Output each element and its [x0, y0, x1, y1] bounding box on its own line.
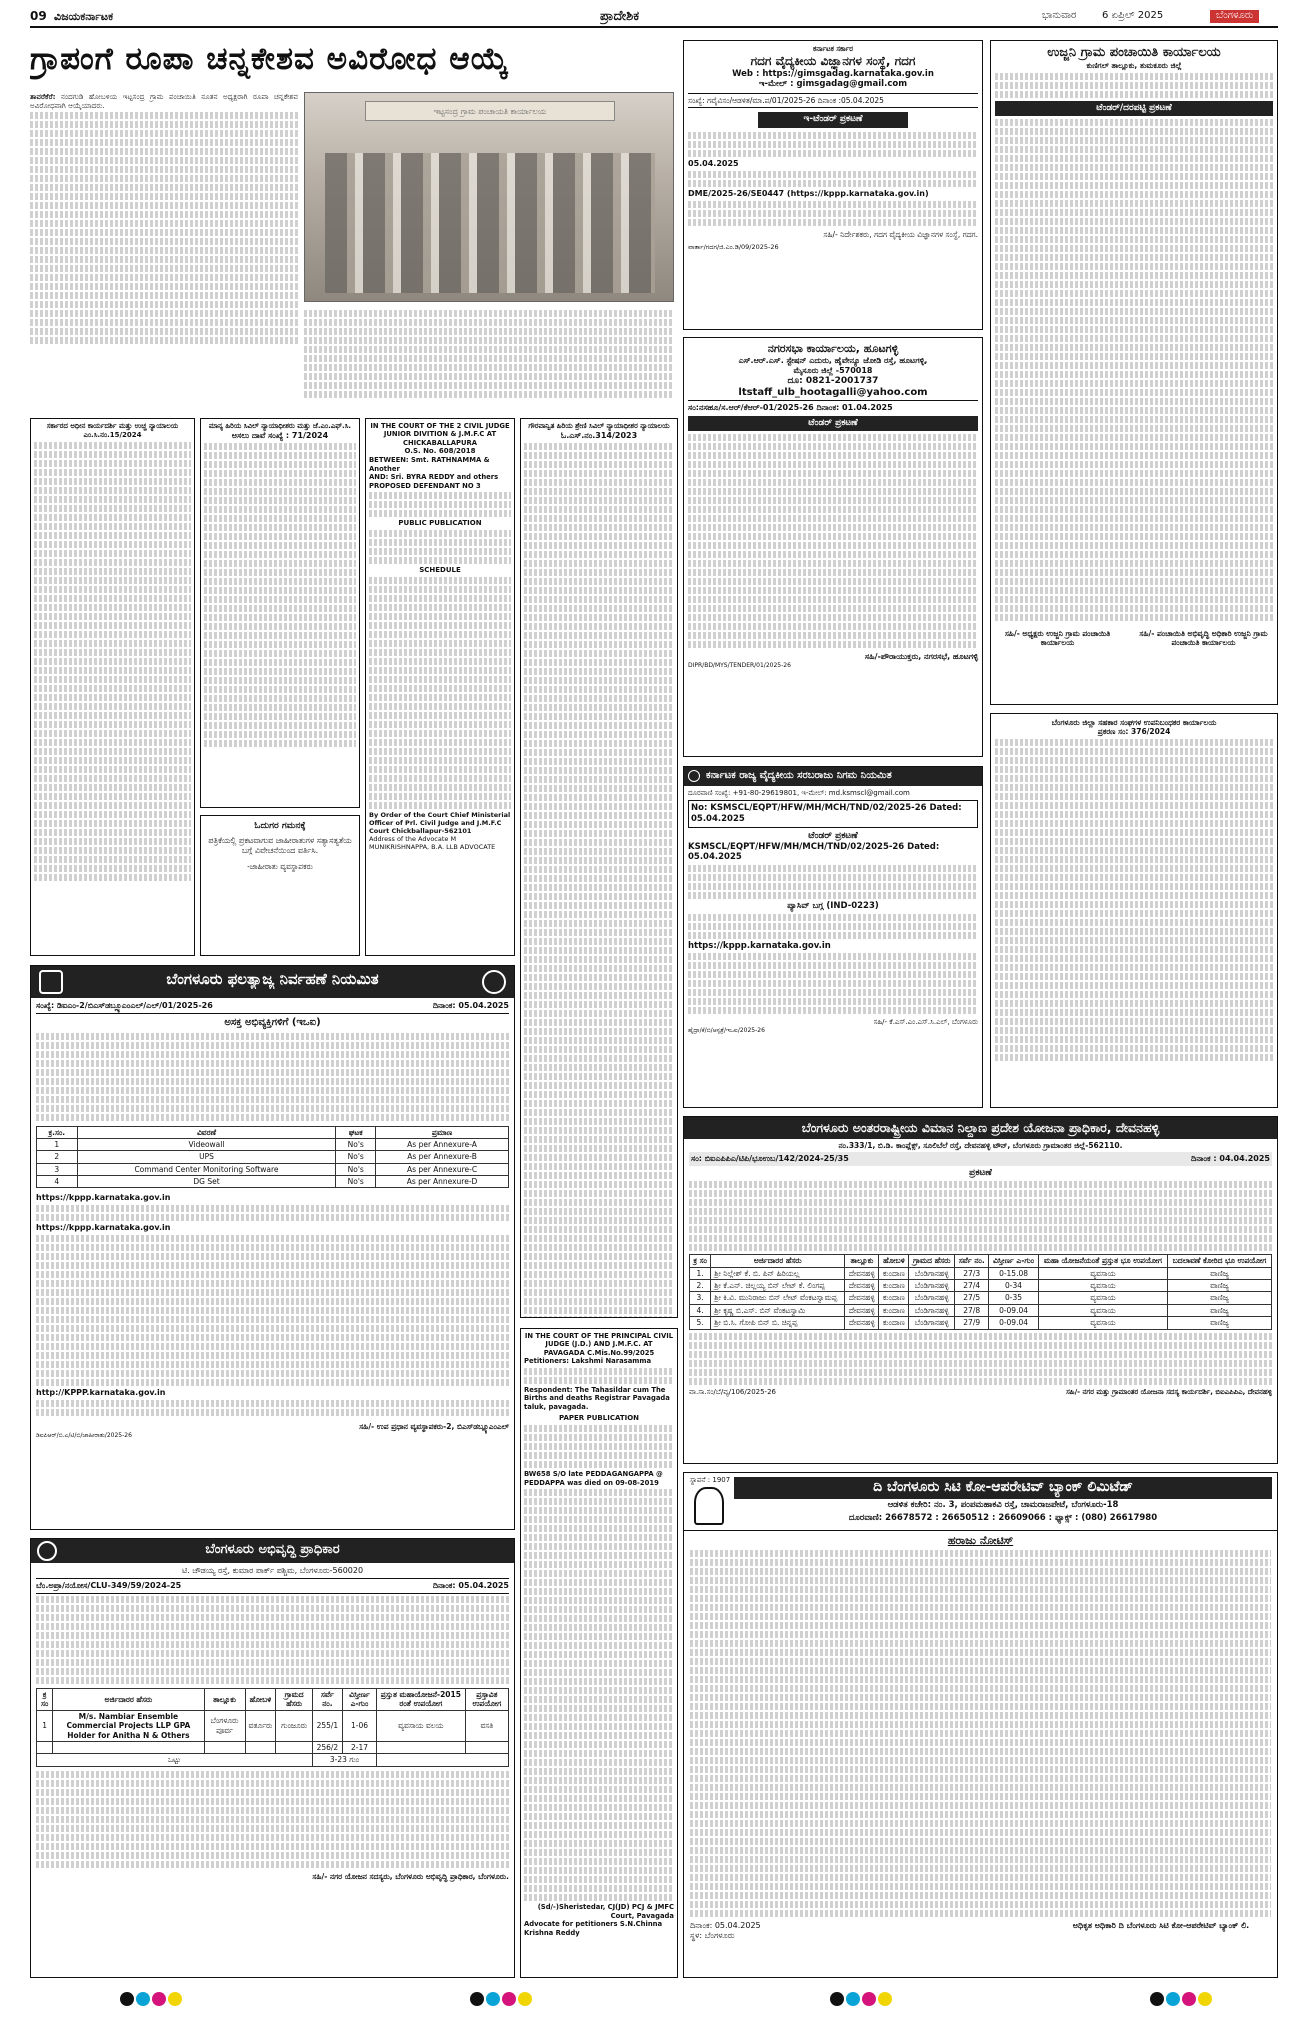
reg-black-icon: [1150, 1992, 1164, 2006]
bswml-th: ಕ್ರ.ಸಂ.: [37, 1126, 78, 1138]
bda-th: ಪ್ರಸ್ತಾವಿತ ಉಪಯೋಗ: [465, 1689, 508, 1711]
chk-heading: PUBLIC PUBLICATION: [398, 519, 482, 528]
reg-yellow-icon: [1198, 1992, 1212, 2006]
cell: No's: [336, 1176, 376, 1188]
coop-bank-since: ಸ್ಥಾಪನೆ : 1907: [690, 1476, 731, 1484]
bda-notice: [30, 1538, 515, 1978]
cell: 0-09.04: [989, 1304, 1039, 1316]
gims-line1: ಕರ್ನಾಟಕ ಸರ್ಕಾರ: [813, 45, 853, 53]
ujjani-tender-ad: [990, 40, 1278, 705]
hootagalli-bar: ಟೆಂಡರ್ ಪ್ರಕಟಣೆ: [688, 416, 978, 431]
reg-yellow-icon: [878, 1992, 892, 2006]
bswml-th: ಪ್ರಮಾಣ: [376, 1126, 509, 1138]
cell: 255/1: [312, 1710, 342, 1741]
cell: ಬೆಂಡಿಗಾನಹಳ್ಳಿ: [909, 1292, 955, 1304]
bank-logo-icon: [694, 1487, 724, 1525]
notice-os-case: ಓ.ಎಸ್.ನಂ.314/2023: [560, 430, 638, 440]
chk-between: BETWEEN: Smt. RATHNAMMA & Another: [369, 456, 490, 473]
cell: Command Center Monitoring Software: [77, 1163, 336, 1175]
biappa-th: ಬದಲಾವಣೆ ಕೋರಿದ ಭೂ ಉಪಯೋಗ: [1168, 1255, 1272, 1267]
reg-cyan-icon: [136, 1992, 150, 2006]
gims-sign: ಸಹಿ/- ನಿರ್ದೇಶಕರು, ಗದಗ ವೈದ್ಯಕೀಯ ವಿಜ್ಞಾನಗಳ ಸಂಸ್ಥೆ, ಗದಗ.: [823, 229, 978, 239]
cell: ಶ್ರೀ ಬಿ.ಸಿ. ಗೋಪಿ ಬಿನ್ ಬಿ. ಚಿನ್ನಪ್ಪ: [711, 1317, 845, 1329]
bda-th: ತಾಲ್ಲೂಕು: [204, 1689, 245, 1711]
ksmscl-phone: ದೂರವಾಣಿ ಸಂಖ್ಯೆ: +91-80-29619801, ಇ-ಮೇಲ್: md.ksmscl@gmail.com: [688, 788, 910, 797]
cell: 0-09.04: [989, 1317, 1039, 1329]
cell: ವಾಣಿಜ್ಯ: [1168, 1267, 1272, 1279]
gims-tender-ad: [683, 40, 983, 330]
cell: [245, 1741, 276, 1753]
table-row: [37, 1151, 509, 1163]
cell: ಶ್ರೀ ಕೃಷ್ಣ ಬಿ.ಎಸ್. ಬಿನ್ ವೆಂಕಟಸ್ವಾಮಿ: [711, 1304, 845, 1316]
pav-advocate: Advocate for petitioners S.N.Chinna Krishna Reddy: [524, 1920, 663, 1937]
readers-line1: ಓದುಗರ ಗಮನಕ್ಕೆ: [254, 821, 306, 831]
lead-dateline: ತಾವರೆಕೆರೆ:: [30, 92, 56, 101]
coop-bank-phone: ದೂರವಾಣಿ: 26678572 : 26650512 : 26609066 : ಫ್ಯಾಕ್ಸ್ : (080) 26617980: [848, 1513, 1158, 1523]
cell: 1.: [690, 1267, 711, 1279]
coop-bank-sign: ಅಧಿಕೃತ ಅಧಿಕಾರಿ ದಿ ಬೆಂಗಳೂರು ಸಿಟಿ ಕೋ-ಆಪರೇಟಿವ್ ಬ್ಯಾಂಕ್ ಲಿ.: [1072, 1920, 1250, 1930]
bda-ref-row: [36, 1578, 509, 1594]
header-edition: ಬೆಂಗಳೂರು: [1210, 10, 1259, 23]
biappa-date: ದಿನಾಂಕ : 04.04.2025: [1191, 1154, 1270, 1163]
biappa-th: ಹೋಬಳಿ: [879, 1255, 909, 1267]
chk-advocate: Address of the Advocate M MUNIKRISHNAPPA, B.A. LLB ADVOCATE: [369, 835, 496, 852]
cell: 5.: [690, 1317, 711, 1329]
hootagalli-sign: ಸಹಿ/-ಪೌರಾಯುಕ್ತರು, ನಗರಸಭೆ, ಹೂಟಗಳ್ಳಿ: [864, 651, 978, 661]
biappa-th: ಅರ್ಜಿದಾರರ ಹೆಸರು: [711, 1255, 845, 1267]
biappa-notice: [683, 1116, 1278, 1464]
biappa-th: ಸರ್ವೆ ನಂ.: [955, 1255, 989, 1267]
hootagalli-code: DIPR/BD/MYS/TENDER/01/2025-26: [688, 661, 791, 669]
table-row: [690, 1267, 1272, 1279]
bswml-eoi-ad: [30, 965, 515, 1530]
chk-schedule: SCHEDULE: [419, 565, 461, 574]
pav-title: IN THE COURT OF THE PRINCIPAL CIVIL JUDGE (J.D.) AND J.M.F.C. AT PAVAGADA C.Mis.No.99/2025: [524, 1332, 674, 1357]
cell: ವ್ಯವಸಾಯ: [1038, 1267, 1167, 1279]
cell: As per Annexure-B: [376, 1151, 509, 1163]
gims-title: ಗದಗ ವೈದ್ಯಕೀಯ ವಿಜ್ಞಾನಗಳ ಸಂಸ್ಥೆ, ಗದಗ: [750, 53, 916, 68]
bswml-th: ವಿವರಣೆ: [77, 1126, 336, 1138]
cell: ಕುಂದಾಣ: [879, 1304, 909, 1316]
cell: 256/2: [312, 1741, 342, 1753]
cell: Videowall: [77, 1138, 336, 1150]
ksmscl-emblem-icon: [688, 770, 700, 782]
gims-ref: ಸಂಖ್ಯೆ: ಗವೈವಿಸಂ/ಆಡಳಿತ/ಮಾ.ಪ/01/2025-26 ದಿನಾಂಕ :05.04.2025: [688, 93, 978, 108]
ujjani-signatures: [995, 629, 1273, 648]
cell: [377, 1741, 466, 1753]
coop-bank-title: ದಿ ಬೆಂಗಳೂರು ಸಿಟಿ ಕೋ-ಆಪರೇಟಿವ್ ಬ್ಯಾಂಕ್ ಲಿಮಿಟೆಡ್: [734, 1477, 1272, 1499]
cell: ಬೆಂಡಿಗಾನಹಳ್ಳಿ: [909, 1304, 955, 1316]
ujjani-bar: ಟೆಂಡರ್/ದರಪಟ್ಟಿ ಪ್ರಕಟಣೆ: [995, 101, 1273, 116]
bda-th: ಹೋಬಳಿ: [245, 1689, 276, 1711]
chk-order: By Order of the Court Chief Ministerial Officer of Prl. Civil Judge and J.M.F.C Court Chickballapur-562101: [369, 810, 511, 835]
bswml-url3[interactable]: http://KPPP.karnataka.gov.in: [36, 1388, 166, 1398]
biappa-ref-row: [689, 1152, 1272, 1166]
cell: [37, 1741, 53, 1753]
bda-address: ಟಿ. ಚೌಡಯ್ಯ ರಸ್ತೆ, ಕುಮಾರ ಪಾರ್ಕ್ ಪಶ್ಚಿಮ, ಬೆಂಗಳೂರು-560020: [181, 1566, 364, 1575]
coop-bank-address: ಆಡಳಿತ ಕಚೇರಿ: ನಂ. 3, ಪಂಪಮಹಾಕವಿ ರಸ್ತೆ, ಚಾಮರಾಜಪೇಟೆ, ಬೆಂಗಳೂರು-18: [887, 1500, 1119, 1510]
ujjani-sign: ಸಹಿ/- ಅಧ್ಯಕ್ಷರು ಉಜ್ಜನಿ ಗ್ರಾಮ ಪಂಚಾಯಿತಿ ಕಾರ್ಯಾಲಯ: [1004, 628, 1111, 648]
bda-sign: ಸಹಿ/- ನಗರ ಯೋಜನ ಸದಸ್ಯರು, ಬೆಂಗಳೂರು ಅಭಿವೃದ್ಧಿ ಪ್ರಾಧಿಕಾರ, ಬೆಂಗಳೂರು.: [312, 1871, 509, 1881]
ksr-heading: ಬೆಂಗಳೂರು ಜಿಲ್ಲಾ ಸಹಕಾರ ಸಂಘಗಳ ಉಪನಿಬಂಧಕರ ಕಾರ್ಯಾಲಯ: [1051, 718, 1217, 727]
biappa-sub: ಪ್ರಕಟಣೆ: [969, 1168, 992, 1178]
biappa-footer: [689, 1388, 1272, 1397]
cell: ಬೆಂಡಿಗಾನಹಳ್ಳಿ: [909, 1267, 955, 1279]
bswml-url2[interactable]: https://kppp.karnataka.gov.in: [36, 1223, 171, 1233]
cell: 4: [37, 1176, 78, 1188]
cell: [465, 1741, 508, 1753]
cell: ವ್ಯವಸಾಯ: [1038, 1292, 1167, 1304]
cell: ವರ್ತೂರು: [245, 1710, 276, 1741]
coop-bank-auction: ಹರಾಜು ನೋಟಿಸ್: [947, 1534, 1014, 1547]
cell: ದೇವನಹಳ್ಳಿ: [845, 1280, 879, 1292]
table-row: [37, 1741, 509, 1753]
cell: No's: [336, 1151, 376, 1163]
cell: ಕುಂದಾಣ: [879, 1292, 909, 1304]
gims-web: Web : https://gimsgadag.karnataka.gov.in: [732, 68, 934, 79]
lead-body-col1: [30, 92, 298, 408]
pav-registration: BW658 S/O late PEDDAGANGAPPA @ PEDDAPPA was died on 09-08-2019: [524, 1470, 663, 1487]
table-row: [37, 1138, 509, 1150]
gims-tender-ref: DME/2025-26/SE0447 (https://kppp.karnataka.gov.in): [688, 188, 929, 198]
ksmscl-ref2: KSMSCL/EQPT/HFW/MH/MCH/TND/02/2025-26 Dated: 05.04.2025: [688, 841, 940, 863]
bswml-table-header: [37, 1126, 509, 1138]
photo-people-icon: [325, 153, 655, 293]
reg-yellow-icon: [518, 1992, 532, 2006]
notice-civil-case: ಅಸಲು ದಾವೆ ಸಂಖ್ಯೆ : 71/2024: [231, 430, 329, 440]
cell: ಶ್ರೀ ಕೆ.ಎನ್. ಚಿಲ್ಲಯ್ಯ ಬಿನ್ ಲೇಟ್ ಕೆ. ಲಿಂಗಪ್ಪ: [711, 1280, 845, 1292]
biappa-th: ವಿಸ್ತೀರ್ಣ ಎ-ಗುಂ: [989, 1255, 1039, 1267]
bda-header: [31, 1539, 514, 1563]
cell: UPS: [77, 1151, 336, 1163]
ujjani-subtitle: ಕುಣಿಗಲ್ ತಾಲ್ಲೂಕು, ತುಮಕೂರು ಜಿಲ್ಲೆ: [1086, 61, 1182, 71]
cell: ದೇವನಹಳ್ಳಿ: [845, 1292, 879, 1304]
cell: 1-06: [342, 1710, 376, 1741]
notice-os-heading: ಗೌರವಾನ್ವಿತ ಹಿರಿಯ ಶ್ರೇಣಿ ಸಿವಿಲ್ ನ್ಯಾಯಾಧೀಶರ ನ್ಯಾಯಾಲಯ: [528, 422, 670, 430]
biappa-table-header: [690, 1255, 1272, 1267]
coop-bank-footer: [690, 1921, 1271, 1941]
page-number: 09: [30, 9, 47, 23]
registration-marks-2: [470, 1992, 540, 2008]
registration-marks-4: [1150, 1992, 1220, 2008]
cell: DG Set: [77, 1176, 336, 1188]
cell: 27/3: [955, 1267, 989, 1279]
bda-th: ಪ್ರಸ್ತುತ ಮಹಾಯೋಜನೆ-2015 ರಂತೆ ಉಪಯೋಗ: [377, 1689, 466, 1711]
bda-table: [36, 1688, 509, 1767]
cell: ದೇವನಹಳ್ಳಿ: [845, 1267, 879, 1279]
notice-mc-case: ಎಂ.ಸಿ.ನಂ.15/2024: [83, 430, 142, 439]
hootagalli-district: ಮೈಸೂರು ಜಿಲ್ಲೆ -570018: [793, 365, 873, 375]
cell: ಕುಂದಾಣ: [879, 1267, 909, 1279]
cell: 1: [37, 1138, 78, 1150]
table-row: [37, 1710, 509, 1741]
biappa-th: ಮಹಾ ಯೋಜನೆಯಂತೆ ಪ್ರಸ್ತುತ ಭೂ ಉಪಯೋಗ: [1038, 1255, 1167, 1267]
table-row: [37, 1163, 509, 1175]
cell: 2.: [690, 1280, 711, 1292]
hootagalli-ref: ಸಂ:ನಸಹೂ/ಸ.ಆರ್/ಕೆಆರ್-01/2025-26 ದಿನಾಂಕ: 01.04.2025: [688, 400, 978, 413]
biappa-ref: ಸಂ: ಬಿಐಎಪಿಪಿಎ/ಟಿಪಿ/ಭೂಉಬ/142/2024-25/35: [691, 1154, 849, 1163]
photo-banner: ಇಟ್ಟಸಂದ್ರ ಗ್ರಾಮ ಪಂಚಾಯತಿ ಕಾರ್ಯಾಲಯ: [365, 101, 615, 121]
chk-and: AND: Sri. BYRA REDDY and others: [369, 473, 499, 482]
bswml-table: [36, 1126, 509, 1189]
cell: 27/8: [955, 1304, 989, 1316]
cell: ಬೆಂಡಿಗಾನಹಳ್ಳಿ: [909, 1280, 955, 1292]
cell: No's: [336, 1138, 376, 1150]
ksmscl-sign: ಸಹಿ/- ಕೆ.ಎಸ್.ಎಂ.ಎಸ್.ಸಿ.ಎಲ್, ಬೆಂಗಳೂರು: [873, 1018, 978, 1027]
cell: ಶ್ರೀ ನಿಲ್ಲೇಶ್ ಕೆ. ಬಿ. ಪಿನ್ ಹಿರಿಯಲ್ಲ: [711, 1267, 845, 1279]
cell: ವಸತಿ: [465, 1710, 508, 1741]
bda-title: ಬೆಂಗಳೂರು ಅಭಿವೃದ್ಧಿ ಪ್ರಾಧಿಕಾರ: [205, 1542, 340, 1557]
ksmscl-url[interactable]: https://kppp.karnataka.gov.in: [688, 940, 831, 951]
notice-mc: [30, 418, 195, 956]
hootagalli-tender-ad: [683, 337, 983, 757]
lead-photo: [304, 92, 674, 302]
biappa-sign: ಸಹಿ/- ನಗರ ಮತ್ತು ಗ್ರಾಮಾಂತರ ಯೋಜನಾ ಸದಸ್ಯ ಕಾರ್ಯದರ್ಶಿ, ಬಿಐಎಪಿಪಿಎ, ದೇವನಹಳ್ಳಿ: [1066, 1387, 1272, 1396]
cell: As per Annexure-A: [376, 1138, 509, 1150]
bda-th: ವಿಸ್ತೀರ್ಣ ಎ-ಗುಂ: [342, 1689, 376, 1711]
reg-magenta-icon: [502, 1992, 516, 2006]
hootagalli-address: ಎಸ್.ಆರ್.ಎಸ್. ಸ್ಟೇಷನ್ ಎದುರು, ಹೈವೇನ್ಯೂ ಜೋಡಿ ರಸ್ತೆ, ಹೂಟಗಳ್ಳಿ,: [738, 355, 928, 365]
bda-th: ಗ್ರಾಮದ ಹೆಸರು: [276, 1689, 313, 1711]
ujjani-title: ಉಜ್ಜನಿ ಗ್ರಾಮ ಪಂಚಾಯಿತಿ ಕಾರ್ಯಾಲಯ: [1047, 45, 1221, 60]
readers-notice: [200, 815, 360, 956]
cell: 1: [37, 1710, 53, 1741]
cell: ದೇವನಹಳ್ಳಿ: [845, 1304, 879, 1316]
ujjani-sign2: ಸಹಿ/- ಪಂಚಾಯಿತಿ ಅಭಿವೃದ್ಧಿ ಅಧಿಕಾರಿ ಉಜ್ಜನಿ ಗ್ರಾಮ ಪಂಚಾಯಿತಿ ಕಾರ್ಯಾಲಯ: [1139, 628, 1268, 648]
section-name: ಪ್ರಾದೇಶಿಕ: [600, 9, 640, 24]
bda-date: ದಿನಾಂಕ: 05.04.2025: [432, 1581, 509, 1590]
cell: ಶ್ರೀ ಕಿ.ವಿ. ಮುನಿರಾಜು ಬಿನ್ ಲೇಟ್ ವೆಂಕಟಸ್ವಾಮಪ್ಪ: [711, 1292, 845, 1304]
cell: ಬೆಂಡಿಗಾನಹಳ್ಳಿ: [909, 1317, 955, 1329]
reg-black-icon: [830, 1992, 844, 2006]
ksmscl-sub: ಟೆಂಡರ್ ಪ್ರಕಟಣೆ: [808, 830, 858, 841]
hootagalli-phone: ದೂ: 0821-2001737: [787, 375, 879, 386]
cell: As per Annexure-D: [376, 1176, 509, 1188]
reg-magenta-icon: [862, 1992, 876, 2006]
ksmscl-title-text: ಕರ್ನಾಟಕ ರಾಜ್ಯ ವೈದ್ಯಕೀಯ ಸರಬರಾಜು ನಿಗಮ ನಿಯಮಿತ: [706, 770, 892, 781]
gims-code: ವಾರ್ತಾ/ಗದಗ/ಜಿ.ಎಂ.ಡಿ/09/2025-26: [688, 243, 779, 251]
bda-th: ಅರ್ಜಿದಾರರ ಹೆಸರು: [53, 1689, 204, 1711]
hootagalli-email: ltstaff_ulb_hootagalli@yahoo.com: [738, 387, 928, 398]
cell: ಗುಂಜೂರು: [276, 1710, 313, 1741]
table-row: [690, 1280, 1272, 1292]
table-row: [690, 1292, 1272, 1304]
ksmscl-code: ಹೈದ್ರಾ/ಕೆ/ಬಿ/ಆಸ್ಪತ್ರೆ/ಇಒಐ/2025-26: [688, 1027, 765, 1034]
pav-petitioners: Petitioners: Lakshmi Narasamma: [524, 1357, 652, 1366]
notice-civil-heading: ಮಾನ್ಯ ಹಿರಿಯ ಸಿವಿಲ್ ನ್ಯಾಯಾಧೀಶರು ಮತ್ತು ಜೆ.ಎಂ.ಎಫ್.ಸಿ.: [208, 422, 352, 430]
header-date: 6 ಏಪ್ರಿಲ್ 2025: [1102, 10, 1164, 21]
cell: [276, 1741, 313, 1753]
bda-table-header: [37, 1689, 509, 1711]
cell: 0-15.08: [989, 1267, 1039, 1279]
hootagalli-title: ನಗರಸಭಾ ಕಾರ್ಯಾಲಯ, ಹೂಟಗಳ್ಳಿ: [767, 342, 899, 355]
pav-sign: (Sd/-)Sheristedar, CJ(JD) PCJ & JMFC Court, Pavagada: [537, 1903, 674, 1920]
cell: 3.: [690, 1292, 711, 1304]
bswml-url1[interactable]: https://kppp.karnataka.gov.in: [36, 1193, 171, 1203]
notice-mc-heading: ಸರ್ಕಾರದ ಅಧೀನ ಕಾರ್ಯದರ್ಶಿ ಮತ್ತು ಉಚ್ಚ ನ್ಯಾಯಾಲಯ: [46, 422, 179, 430]
court-pavagada: [520, 1328, 678, 1978]
cell: ವ್ಯವಸಾಯ: [1038, 1317, 1167, 1329]
biappa-title: ಬೆಂಗಳೂರು ಅಂತರರಾಷ್ಟ್ರೀಯ ವಿಮಾನ ನಿಲ್ದಾಣ ಪ್ರದೇಶ ಯೋಜನಾ ಪ್ರಾಧಿಕಾರ, ದೇವನಹಳ್ಳಿ: [684, 1117, 1277, 1139]
cell: [204, 1741, 245, 1753]
cell: [53, 1741, 204, 1753]
lead-body-start: ನಂದಗುಡಿ ಹೋಬಳಿಯ ಇಟ್ಟಸಂದ್ರ ಗ್ರಾಮ ಪಂಚಾಯಿತಿ ನೂತನ ಅಧ್ಯಕ್ಷರಾಗಿ ರೂಪಾ ಚನ್ನಕೇಶವ ಅವಿರೋಧವಾಗಿ ಆಯ್ಕೆಯಾದರು.: [30, 92, 298, 111]
gims-email: ಇ-ಮೇಲ್ : gimsgadag@gmail.com: [758, 79, 908, 90]
reg-magenta-icon: [152, 1992, 166, 2006]
bswml-date: ದಿನಾಂಕ: 05.04.2025: [432, 1001, 509, 1010]
header-day: ಭಾನುವಾರ: [1042, 10, 1077, 21]
biappa-code: ವಾ.ಸಾ.ಸಂ/ಬೆ/ವ್ಯ/106/2025-26: [689, 1387, 776, 1396]
bswml-sign: ಸಹಿ/- ಉಪ ಪ್ರಧಾನ ವ್ಯವಸ್ಥಾಪಕರು-2, ಬಿಎಸ್‌ಡಬ್ಲ್ಯೂಎಂಎಲ್: [359, 1422, 509, 1432]
cell: 2-17: [342, 1741, 376, 1753]
cell: ಕುಂದಾಣ: [879, 1317, 909, 1329]
cell: ವ್ಯವಸಾಯ: [1038, 1304, 1167, 1316]
biappa-th: ಗ್ರಾಮದ ಹೆಸರು: [909, 1255, 955, 1267]
chk-os: O.S. No. 608/2018: [404, 447, 476, 456]
readers-sign: -ಜಾಹೀರಾತು ವ್ಯವಸ್ಥಾಪಕರು: [247, 862, 313, 872]
readers-line2: ಪತ್ರಿಕೆಯಲ್ಲಿ ಪ್ರಕಟವಾಗುವ ಜಾಹೀರಾತುಗಳ ಸತ್ಯಾಸತ್ಯತೆಯ ಬಗ್ಗೆ ವಿವೇಚನೆಯಿಂದ ವರ್ತಿಸಿ.: [208, 836, 352, 856]
chk-title: IN THE COURT OF THE 2 CIVIL JUDGE JUNIOR DIVITION & J.M.F.C AT CHICKABALLAPURA: [370, 422, 510, 447]
table-row: [690, 1317, 1272, 1329]
cell: 27/9: [955, 1317, 989, 1329]
bda-th: ಸರ್ವೆ ನಂ.: [312, 1689, 342, 1711]
table-row: [37, 1754, 509, 1766]
cell: ಬೆಂಗಳೂರು ಪೂರ್ವ: [204, 1710, 245, 1741]
cell: ವ್ಯವಸಾಯ: [1038, 1280, 1167, 1292]
cell: 2: [37, 1151, 78, 1163]
cell: ದೇವನಹಳ್ಳಿ: [845, 1317, 879, 1329]
bswml-title: ಬೆಂಗಳೂರು ಫಲತ್ಯಾಜ್ಯ ನಿರ್ವಹಣೆ ನಿಯಮಿತ: [166, 970, 379, 988]
table-row: [37, 1176, 509, 1188]
bswml-ref-row: [36, 1001, 509, 1014]
bda-ref: ಬೆಂ.ಅಪ್ರಾ/ನಯೋಸ/CLU-349/59/2024-25: [36, 1581, 182, 1590]
bswml-seal-icon: [482, 970, 506, 994]
bswml-header: [31, 966, 514, 998]
cell: 3: [37, 1163, 78, 1175]
lead-headline: ಗ್ರಾಪಂಗೆ ರೂಪಾ ಚನ್ನಕೇಶವ ಅವಿರೋಧ ಆಯ್ಕೆ: [30, 41, 510, 77]
cell: ವಾಣಿಜ್ಯ: [1168, 1280, 1272, 1292]
reg-black-icon: [470, 1992, 484, 2006]
bswml-bar: ಅಸಕ್ತ ಅಭಿವ್ಯಕ್ತಿಗಳಿಗೆ (ಇಒಐ): [224, 1017, 321, 1028]
cell: 27/4: [955, 1280, 989, 1292]
coop-bank-notice: [683, 1472, 1278, 1978]
cell: No's: [336, 1163, 376, 1175]
cell: ವಾಣಿಜ್ಯ: [1168, 1317, 1272, 1329]
bda-th: ಕ್ರ ಸಂ: [37, 1689, 53, 1711]
ksmscl-title: [684, 767, 982, 786]
cell: 3-23 ಗುಂ: [312, 1754, 376, 1766]
cell: M/s. Nambiar Ensemble Commercial Projects LLP GPA Holder for Anitha N & Others: [53, 1710, 204, 1741]
cell: ವಾಣಿಜ್ಯ: [1168, 1304, 1272, 1316]
biappa-th: ತಾಲ್ಲೂಕು: [845, 1255, 879, 1267]
cell: 4.: [690, 1304, 711, 1316]
cell: ವಾಣಿಜ್ಯ: [1168, 1292, 1272, 1304]
coop-bank-place: ಸ್ಥಳ: ಬೆಂಗಳೂರು: [690, 1930, 735, 1940]
reg-cyan-icon: [1166, 1992, 1180, 2006]
registration-marks-3: [830, 1992, 900, 2008]
cell: 0-34: [989, 1280, 1039, 1292]
ksmscl-item: ಪ್ಯಾಸಿವ್ ಬಗ್ಗ (IND-0223): [787, 901, 879, 911]
ksmscl-tender-ad: [683, 766, 983, 1108]
ksr-case: ಪ್ರಕರಣ ಸಂ: 376/2024: [1097, 727, 1171, 737]
cell: ಒಟ್ಟು: [37, 1754, 313, 1766]
reg-cyan-icon: [846, 1992, 860, 2006]
reg-black-icon: [120, 1992, 134, 2006]
coop-bank-header: [684, 1473, 1277, 1531]
notice-civil: [200, 418, 360, 808]
pav-heading: PAPER PUBLICATION: [558, 1414, 640, 1423]
cell: ವ್ಯವಸಾಯ ವಲಯ: [377, 1710, 466, 1741]
table-row: [690, 1304, 1272, 1316]
bswml-th: ಘಟಕ: [336, 1126, 376, 1138]
chk-proposed: PROPOSED DEFENDANT NO 3: [369, 481, 481, 490]
reg-magenta-icon: [1182, 1992, 1196, 2006]
reg-yellow-icon: [168, 1992, 182, 2006]
cell: As per Annexure-C: [376, 1163, 509, 1175]
gims-subtitle: ಇ-ಟೆಂಡರ್ ಪ್ರಕಟಣೆ: [758, 112, 908, 127]
bswml-ref: ಸಂಖ್ಯೆ: ಡಿಐಎಂ-2/ಬಿಎಸ್‌ಡಬ್ಲ್ಯೂಎಂಎಲ್/ಎಲ್/01/2025-26: [36, 1001, 213, 1010]
notice-os314: [520, 418, 678, 1318]
gims-date-highlight: 05.04.2025: [688, 158, 739, 168]
biappa-table: [689, 1254, 1272, 1329]
lead-body-col2: [304, 308, 674, 408]
reg-cyan-icon: [486, 1992, 500, 2006]
biappa-th: ಕ್ರ ಸಂ: [690, 1255, 711, 1267]
cell: 27/5: [955, 1292, 989, 1304]
registration-marks-1: [120, 1992, 190, 2008]
cell: 0-35: [989, 1292, 1039, 1304]
page-header: [30, 8, 1278, 28]
bswml-code: ಡಿಐಪಿಆರ್/ಬಿ.ಎ/ಟಿ/ಬಿ/ಜಾಹೀರಾತು/2025-26: [36, 1431, 132, 1439]
court-chikkaballapura: [365, 418, 515, 956]
biappa-address: ನಂ.333/1, ಬಿ.ಡಿ. ಕಾಂಪ್ಲೆಕ್ಸ್, ಸೂಲಿಬೆಲೆ ರಸ್ತೆ, ದೇವನಹಳ್ಳಿ ಟೌನ್, ಬೆಂಗಳೂರು ಗ್ರಾಮಾಂತರ ಜಿಲ್ಲೆ-562110.: [838, 1140, 1123, 1150]
pav-respondent: Respondent: The Tahasildar cum The Births and deaths Registrar Pavagada taluk, pavagada.: [524, 1385, 670, 1411]
ksmscl-ref: No: KSMSCL/EQPT/HFW/MH/MCH/TND/02/2025-26 Dated: 05.04.2025: [688, 800, 978, 827]
cell: [377, 1754, 509, 1766]
coop-bank-date: ದಿನಾಂಕ: 05.04.2025: [690, 1920, 761, 1930]
cell: ಕುಂದಾಣ: [879, 1280, 909, 1292]
paper-name: ವಿಜಯಕರ್ನಾಟಕ: [54, 10, 114, 23]
lead-story: [30, 40, 678, 410]
cooperative-notice: [990, 713, 1278, 1108]
